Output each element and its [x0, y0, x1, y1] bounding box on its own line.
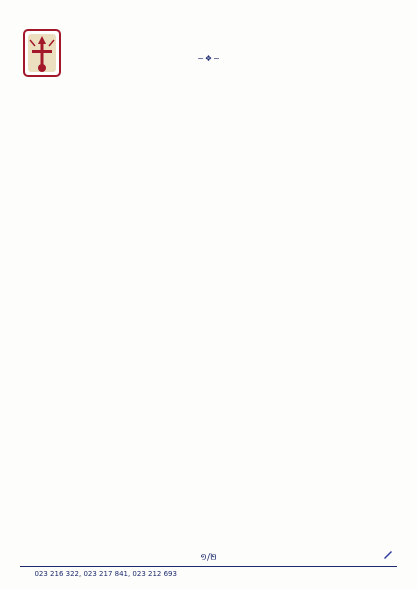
pen-mark-icon — [382, 548, 394, 560]
footer — [20, 569, 397, 579]
kingdom-header — [0, 20, 417, 38]
footer-phone-numbers: 023 216 322, 023 217 841, 023 212 693 — [34, 570, 177, 578]
ministry-emblem-icon — [22, 28, 62, 78]
footer-divider — [20, 566, 397, 567]
document-type — [0, 122, 417, 138]
issuing-authority — [0, 212, 417, 228]
page-number: ១/២ — [200, 553, 217, 563]
about-heading — [0, 138, 417, 152]
national-motto — [0, 40, 417, 52]
ministry-name — [8, 80, 84, 92]
reference-number — [20, 104, 200, 118]
document-subject — [36, 154, 381, 202]
ornament-divider: ~❖~ — [197, 54, 221, 63]
